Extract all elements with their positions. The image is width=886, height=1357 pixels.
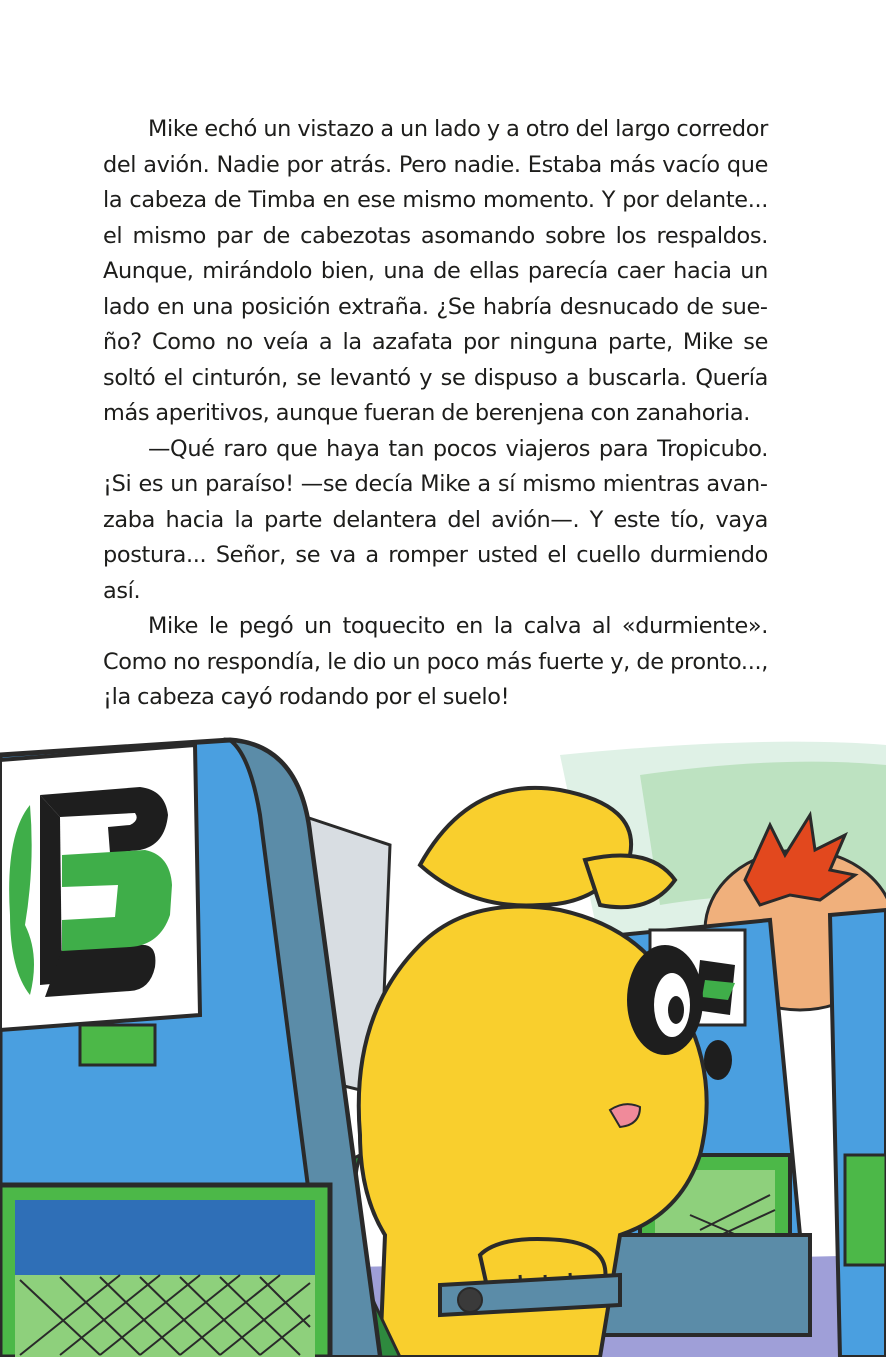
- cabin-illustration: [0, 715, 886, 1357]
- story-text: [103, 112, 768, 716]
- paragraph: —Qué raro que haya tan pocos viajeros para Tropicubo. ¡Si es un paraíso! —se decía Mike a sí mismo mientras avanzaba hacia la parte delantera del avión—. Y este tío, vaya postura... Señor, se va a romper usted el cuello durmiendo así.: [103, 435, 768, 604]
- cabin-scene-icon: [0, 715, 886, 1357]
- paragraph: Mike le pegó un toquecito en la calva al «durmiente». Como no respondía, le dio un poco más fuerte y, de pronto..., ¡la cabeza cayó rodando por el suelo!: [103, 613, 768, 710]
- paragraph: Mike echó un vistazo a un lado y a otro del largo corredor del avión. Nadie por atrás. Pero nadie. Estaba más vacío que la cabeza de Timba en ese mismo momento. Y por delante... el mismo par de cabezotas asomando sobre los respaldos. Aunque, mirándolo bien, una de ellas parecía caer hacia un lado en una posición extraña. ¿Se habría desnucado de sueño? Como no veía a la azafata por ninguna parte, Mike se soltó el cinturón, se levantó y se dispuso a buscarla. Quería más aperitivos, aunque fueran de berenjena con zanahoria.: [103, 116, 768, 426]
